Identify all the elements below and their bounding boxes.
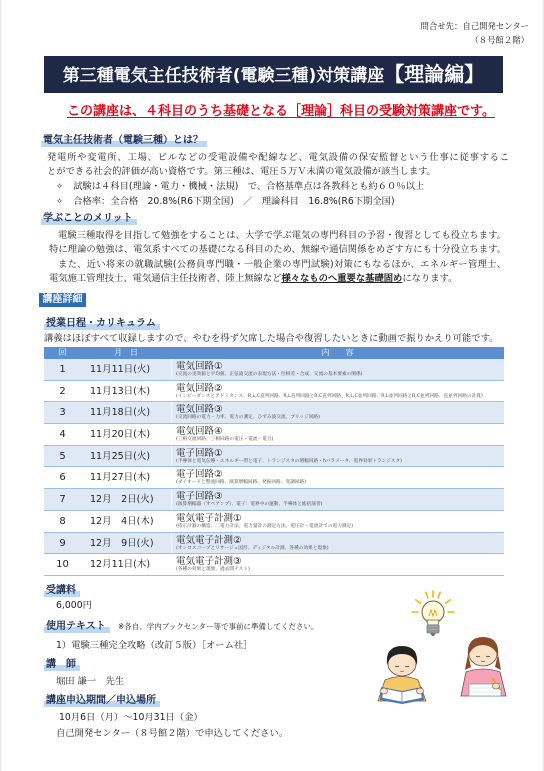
section-heading-details: 講座詳細 bbox=[39, 293, 86, 307]
fee-heading: 受講料 bbox=[44, 584, 80, 597]
session-topic: 電気回路④ bbox=[176, 426, 223, 438]
schedule-row bbox=[44, 489, 504, 511]
instructor-heading: 講 師 bbox=[44, 658, 80, 671]
session-detail: (三相交流回路、三相回路の電圧・電流・電力) bbox=[176, 437, 274, 443]
session-date: 11月25日(火) bbox=[90, 450, 151, 462]
schedule-row bbox=[44, 467, 504, 489]
schedule-header-row bbox=[44, 347, 504, 359]
schedule-row bbox=[44, 359, 504, 381]
application-period: 10月6日（月）～10月31日（金） bbox=[59, 712, 203, 723]
application-heading: 講座申込期間／申込場所 bbox=[44, 694, 160, 707]
schedule-body bbox=[44, 359, 504, 576]
session-date: 11月13日(木) bbox=[90, 385, 151, 397]
session-number: 2 bbox=[59, 385, 66, 397]
merit-text-line: 電験三種取得を目指して勉強をすることは、大学で学ぶ電気の専門科目の予習・復習としても役立ちます。 bbox=[58, 230, 506, 241]
session-number: 3 bbox=[59, 407, 66, 419]
session-number: 7 bbox=[59, 494, 66, 506]
session-date: 12月 4日(木) bbox=[90, 515, 154, 527]
header-content: 内 容 bbox=[321, 348, 354, 357]
about-bullet-text: 試験は４科目(理論・電力・機械・法規) で、合格基準点は各教科とも約６０％以上 bbox=[73, 181, 425, 192]
session-content bbox=[171, 381, 504, 402]
session-number: 5 bbox=[59, 450, 66, 462]
session-detail: (半導体と電気伝導・エネルギー帯と電子、トランジスタの増幅回路・hパラメータ、電界効果トランジスタ) bbox=[176, 458, 403, 464]
session-detail: (インピーダンスとアドミタンス、R,L,C直列回路、R,L直列回路とR,C直列回路、R,L,C並列回路、R,L並列回路とR,C並列回路、直並列回路の計算) bbox=[176, 393, 483, 399]
session-detail: (指示計器の構造、二電力計法、電力量計の測定方法、電圧計・電流計での電力測定) bbox=[176, 523, 354, 529]
session-topic: 電気回路① bbox=[176, 361, 223, 372]
session-topic: 電気電子計測② bbox=[176, 534, 242, 546]
session-date: 11月18日(火) bbox=[90, 407, 151, 419]
session-content bbox=[171, 467, 504, 488]
session-content bbox=[171, 359, 504, 380]
schedule-row bbox=[44, 554, 504, 576]
lightbulb-icon bbox=[412, 591, 454, 636]
schedule-row bbox=[44, 533, 504, 555]
session-content bbox=[171, 533, 504, 554]
session-topic: 電子回路② bbox=[176, 469, 223, 481]
session-number: 6 bbox=[59, 472, 66, 484]
merit-text-line: また、近い将来の就職試験(公務員専門職・一般企業の専門試験)対策にもなるほか、エネルギー管理士、 bbox=[58, 259, 506, 270]
session-detail: (各種の効果と現象、過去問テスト) bbox=[176, 567, 250, 573]
session-topic: 電気回路③ bbox=[176, 404, 223, 416]
session-detail: (演算増幅器（オペアンプ）、電子：電界中の運動、半導体と総括演習) bbox=[176, 502, 323, 508]
course-title-banner bbox=[44, 56, 503, 93]
textbook-note: ※各自、学内ブックセンター等で事前に準備してください。 bbox=[118, 622, 319, 631]
session-content bbox=[171, 554, 504, 575]
schedule-row bbox=[44, 402, 504, 424]
bullet-star-icon: ✧ bbox=[56, 182, 64, 192]
schedule-note: 講義はほぼすべて収録しますので、やむを得ず欠席した場合や復習したいときに動画で振りかえり可能です。 bbox=[44, 333, 499, 344]
session-detail: (交流の実効値と平均値、正弦波交流の表現方法・位相差・合成、交流の基本要素の関係) bbox=[176, 372, 363, 377]
textbook-heading: 使用テキスト bbox=[44, 620, 110, 633]
schedule-table bbox=[44, 347, 504, 576]
student-writing-icon bbox=[461, 637, 506, 696]
session-date: 11月11日(火) bbox=[90, 364, 151, 375]
merit-text-line: 特に理論の勉強は、電気系すべての基礎になる科目のため、無線や通信関係をめざす方にも十分役立ちます。 bbox=[49, 244, 506, 255]
lead-text: この講座は、４科目のうち基礎となる［理論］科目の受験対策講座です。 bbox=[67, 104, 495, 119]
session-date: 11月20日(木) bbox=[90, 429, 151, 441]
session-topic: 電子回路③ bbox=[176, 491, 223, 503]
session-date: 12月11日(木) bbox=[90, 559, 151, 571]
session-topic: 電気回路② bbox=[176, 382, 223, 394]
session-detail: (交流回路の電力・力率、電力の測定、ひずみ波交流、ブリッジ回路) bbox=[176, 415, 320, 421]
fee-value: 6,000円 bbox=[56, 600, 92, 611]
instructor-name: 堀田 謙一 先生 bbox=[56, 676, 125, 687]
schedule-row bbox=[44, 446, 504, 468]
session-content bbox=[171, 446, 504, 467]
merit-text-before: 電気施工管理技士、電気通信主任技術者、陸上無線など bbox=[49, 273, 282, 284]
about-bullet-text: 合格率：全合格 20.8%(R6下期全国) ／ 理論科目 16.8%(R6下期全国) bbox=[73, 196, 395, 207]
merit-emphasis: 様々なものへ重要な基礎固め bbox=[281, 273, 403, 284]
about-text-line: とができる社会的評価が高い資格です。第三種は、電圧５万Ｖ未満の電気設備が該当します。 bbox=[47, 166, 436, 177]
schedule-heading: 授業日程・カリキュラム bbox=[44, 317, 160, 330]
session-date: 12月 9日(火) bbox=[90, 537, 154, 549]
session-content bbox=[171, 511, 504, 532]
about-text-line: 発電所や変電所、工場、ビルなどの受電設備や配線など、電気設備の保安監督という仕事に従事するこ bbox=[47, 152, 509, 163]
section-heading-about: 電気主任技術者（電験三種）とは？ bbox=[41, 134, 207, 147]
session-detail: (ダイオードと整流回路、演算増幅回路、発振回路、変調回路) bbox=[176, 480, 306, 486]
contact-location: （８号館２階） bbox=[470, 35, 529, 45]
session-number: 10 bbox=[56, 559, 69, 571]
schedule-row bbox=[44, 381, 504, 403]
about-bullet bbox=[56, 181, 424, 193]
session-number: 1 bbox=[59, 364, 66, 375]
session-content bbox=[171, 489, 504, 510]
session-number: 4 bbox=[59, 429, 66, 441]
header-date: 月 日 bbox=[114, 348, 138, 357]
student-reading-icon bbox=[378, 646, 426, 704]
contact-label: 問合せ先：自己開発センター bbox=[420, 21, 529, 31]
course-title: 第三種電気主任技術者(電験三種)対策講座 bbox=[62, 66, 385, 86]
course-title-suffix: 【理論編】 bbox=[384, 62, 485, 86]
application-place: 自己開発センター（８号館２階）で申込してください。 bbox=[56, 728, 289, 739]
session-date: 12月 2日(火) bbox=[90, 494, 154, 506]
schedule-row bbox=[44, 424, 504, 446]
session-topic: 電子回路① bbox=[176, 447, 223, 459]
section-heading-merit: 学ぶことのメリット bbox=[41, 212, 137, 225]
merit-text-line bbox=[49, 273, 457, 285]
header-session-number: 回 bbox=[58, 348, 67, 357]
session-content bbox=[171, 424, 504, 445]
session-number: 9 bbox=[59, 537, 66, 549]
session-detail: (オシロスコープとリサージュ図形、ディジタル計測、各種の効果と現象) bbox=[176, 545, 329, 551]
merit-text-after: になります。 bbox=[402, 273, 458, 284]
session-date: 11月27日(木) bbox=[90, 472, 151, 484]
schedule-row bbox=[44, 511, 504, 533]
textbook-item: 1）電験三種完全攻略（改訂５版）［オーム社］ bbox=[56, 640, 253, 651]
students-illustration bbox=[366, 588, 526, 708]
session-content bbox=[171, 402, 504, 423]
session-number: 8 bbox=[59, 515, 66, 527]
about-bullet bbox=[56, 196, 395, 208]
session-topic: 電気電子計測③ bbox=[176, 556, 242, 568]
bullet-star-icon: ✧ bbox=[56, 197, 64, 207]
session-topic: 電気電子計測① bbox=[176, 512, 242, 524]
